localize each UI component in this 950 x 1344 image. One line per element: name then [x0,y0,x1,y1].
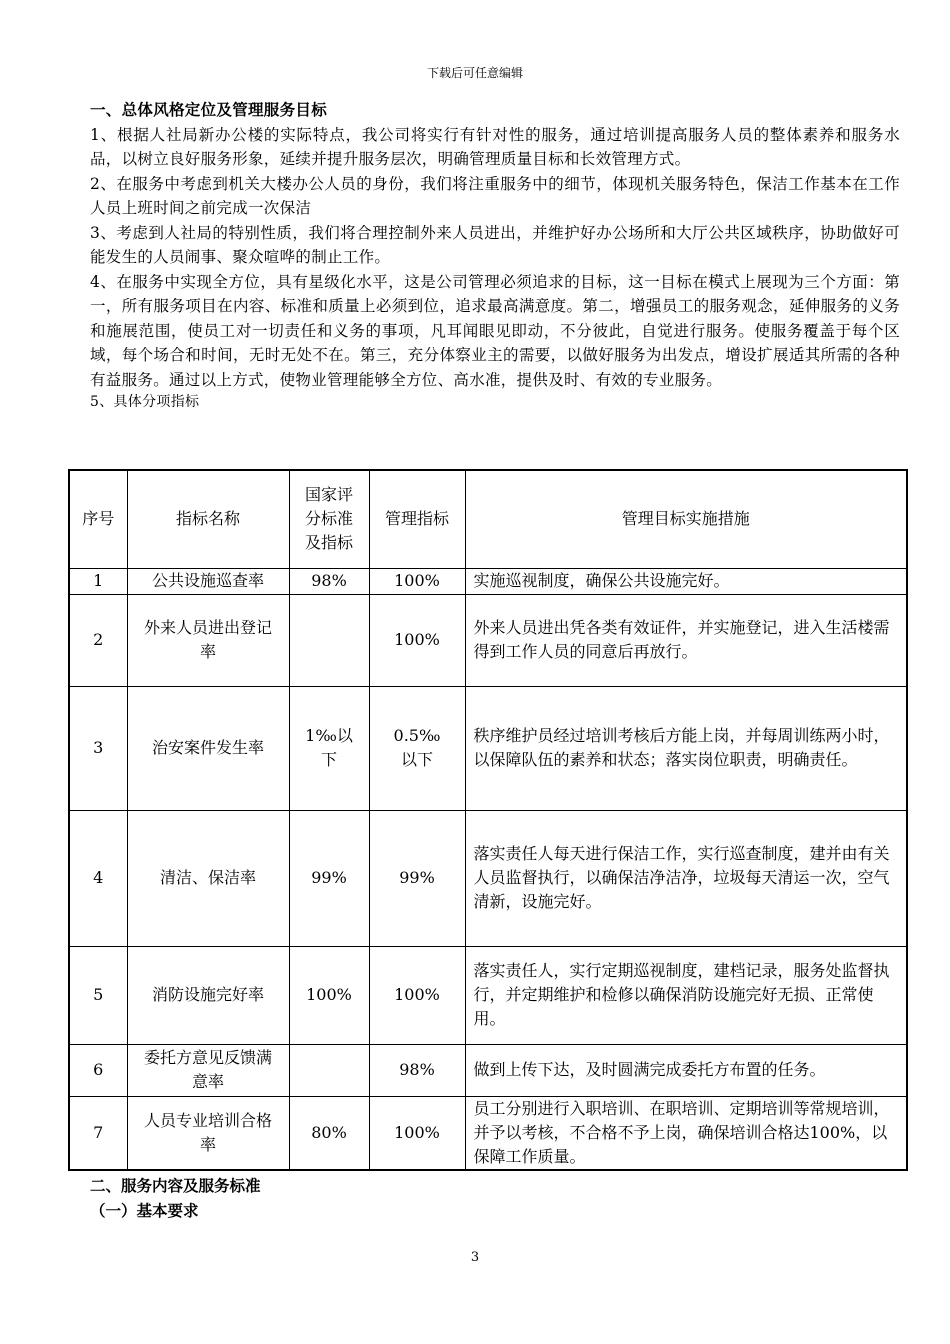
cell-target: 100% [369,594,465,686]
cell-no: 4 [69,810,127,946]
cell-national: 1‰以下 [289,686,369,810]
header-target: 管理指标 [369,470,465,568]
cell-name: 消防设施完好率 [127,946,289,1044]
section-overview [90,98,900,412]
index-table [68,469,908,1171]
table-row [69,594,907,686]
paragraph-2: 2、在服务中考虑到机关大楼办公人员的身份，我们将注重服务中的细节，体现机关服务特色，保洁工作基本在工作人员上班时间之前完成一次保洁 [90,174,900,217]
section-heading: 一、总体风格定位及管理服务目标 [90,100,328,119]
section-heading: 二、服务内容及服务标准 [90,1176,261,1195]
cell-measure: 做到上传下达，及时圆满完成委托方布置的任务。 [465,1044,907,1096]
cell-measure: 秩序维护员经过培训考核后方能上岗，并每周训练两小时，以保障队伍的素养和状态；落实岗位职责，明确责任。 [465,686,907,810]
cell-target: 100% [369,568,465,594]
cell-measure: 落实责任人每天进行保洁工作，实行巡查制度，建并由有关人员监督执行，以确保洁净洁净，垃圾每天清运一次，空气清新，设施完好。 [465,810,907,946]
cell-name: 委托方意见反馈满意率 [127,1044,289,1096]
section-services [90,1174,900,1223]
table-row [69,568,907,594]
cell-name: 治安案件发生率 [127,686,289,810]
page-header: 下载后可任意编辑 [426,66,523,80]
header-measure: 管理目标实施措施 [465,470,907,568]
page-number: 3 [470,1250,480,1265]
header-national: 国家评分标准及指标 [289,470,369,568]
cell-no: 6 [69,1044,127,1096]
table-row [69,946,907,1044]
cell-measure: 落实责任人，实行定期巡视制度，建档记录，服务处监督执行，并定期维护和检修以确保消防设施完好无损、正常使用。 [465,946,907,1044]
paragraph-3: 3、考虑到人社局的特别性质，我们将合理控制外来人员进出，并维护好办公场所和大厅公共区域秩序，协助做好可能发生的人员闹事、聚众喧哗的制止工作。 [90,223,900,266]
header-no: 序号 [69,470,127,568]
cell-name: 公共设施巡查率 [127,568,289,594]
cell-no: 2 [69,594,127,686]
cell-no: 7 [69,1096,127,1170]
paragraph-1: 1、根据人社局新办公楼的实际特点，我公司将实行有针对性的服务，通过培训提高服务人员的整体素养和服务水品，以树立良好服务形象，延续并提升服务层次，明确管理质量目标和长效管理方式。 [90,125,900,168]
cell-national: 99% [289,810,369,946]
cell-national: 98% [289,568,369,594]
cell-name: 人员专业培训合格率 [127,1096,289,1170]
table-row [69,686,907,810]
cell-no: 5 [69,946,127,1044]
cell-national: 100% [289,946,369,1044]
cell-measure: 员工分别进行入职培训、在职培训、定期培训等常规培训，并予以考核，不合格不予上岗，确保培训合格达100%，以保障工作质量。 [465,1096,907,1170]
cell-target: 99% [369,810,465,946]
cell-national [289,594,369,686]
table-label: 5、具体分项指标 [90,394,200,410]
subsection-heading: （一）基本要求 [90,1200,199,1220]
cell-national [289,1044,369,1096]
cell-national: 80% [289,1096,369,1170]
cell-target: 100% [369,1096,465,1170]
cell-target: 0.5‰以下 [369,686,465,810]
cell-no: 1 [69,568,127,594]
cell-target: 100% [369,946,465,1044]
header-name: 指标名称 [127,470,289,568]
cell-target: 98% [369,1044,465,1096]
cell-name: 外来人员进出登记率 [127,594,289,686]
paragraph-4: 4、在服务中实现全方位，具有星级化水平，这是公司管理必须追求的目标，这一目标在模式上展现为三个方面：第一，所有服务项目在内容、标准和质量上必须到位，追求最高满意度。第二，增强员工的服务观念，延伸服务的义务和施展范围，使员工对一切责任和义务的事项，凡耳闻眼见即动，不分彼此，自觉进行服务。使服务覆盖于每个区域，每个场合和时间，无时无处不在。第三，充分体察业主的需要，以做好服务为出发点，增设扩展适其所需的各种有益服务。通过以上方式，使物业管理能够全方位、高水准，提供及时、有效的专业服务。 [90,272,900,389]
cell-no: 3 [69,686,127,810]
table-header-row [69,470,907,568]
table-row [69,810,907,946]
table-row [69,1044,907,1096]
table-row [69,1096,907,1170]
cell-measure: 实施巡视制度，确保公共设施完好。 [465,568,907,594]
cell-name: 清洁、保洁率 [127,810,289,946]
cell-measure: 外来人员进出凭各类有效证件，并实施登记，进入生活楼需得到工作人员的同意后再放行。 [465,594,907,686]
